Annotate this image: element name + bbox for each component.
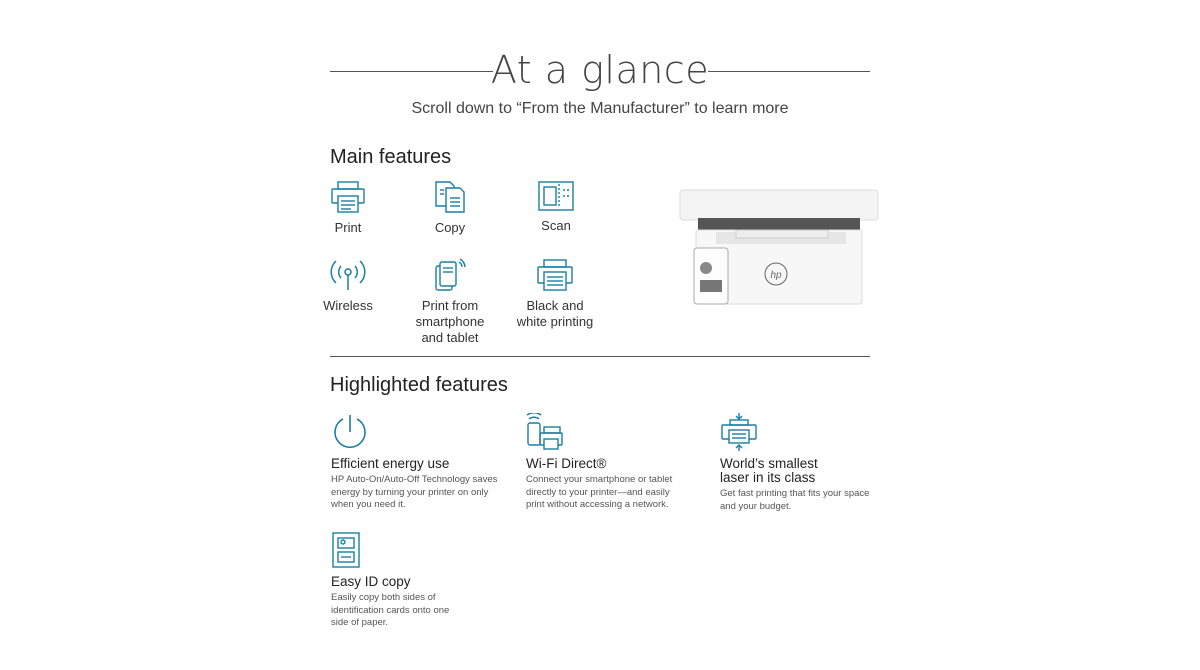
highlight-title: Wi-Fi Direct® bbox=[526, 456, 607, 471]
highlight-title: Easy ID copy bbox=[331, 574, 411, 589]
wifi-direct-icon bbox=[526, 413, 564, 451]
highlight-description: Connect your smartphone or tablet directly to your printer—and easily print without accessing a network. bbox=[526, 474, 673, 510]
highlight-smallest-laser bbox=[720, 413, 875, 513]
printer-product-image bbox=[676, 182, 886, 312]
title-row bbox=[330, 48, 870, 94]
highlight-wifi-direct bbox=[526, 413, 686, 512]
id-card-icon bbox=[331, 531, 361, 569]
feature-label: Wireless bbox=[323, 298, 373, 313]
page-title: At a glance bbox=[490, 48, 710, 92]
feature-label: Scan bbox=[541, 218, 571, 233]
section-divider bbox=[330, 356, 870, 357]
highlight-id-copy bbox=[331, 531, 451, 630]
highlight-description: Get fast printing that fits your space and your budget. bbox=[720, 488, 870, 512]
feature-wireless bbox=[312, 258, 384, 314]
bw-printer-icon bbox=[536, 258, 574, 292]
mobile-print-icon bbox=[432, 258, 468, 292]
highlight-energy bbox=[331, 413, 506, 512]
compact-printer-icon bbox=[720, 413, 758, 451]
highlight-description: HP Auto-On/Auto-Off Technology saves energy by turning your printer on only when you need it. bbox=[331, 474, 498, 510]
power-icon bbox=[331, 413, 369, 451]
wireless-icon bbox=[328, 258, 368, 292]
feature-label: Print bbox=[334, 220, 362, 235]
printer-illustration bbox=[676, 182, 886, 312]
page-subtitle: Scroll down to “From the Manufacturer” to learn more bbox=[411, 100, 789, 117]
feature-label: Black and white printing bbox=[516, 298, 594, 329]
highlight-title: Efficient energy use bbox=[331, 456, 450, 471]
feature-scan bbox=[526, 180, 586, 234]
feature-mobile-print bbox=[412, 258, 488, 346]
print-icon bbox=[330, 180, 366, 214]
svg-text:hp: hp bbox=[770, 270, 782, 281]
highlight-title: World’s smallest laser in its class bbox=[720, 456, 818, 485]
copy-icon bbox=[432, 180, 468, 214]
feature-label: Print from smartphone and tablet bbox=[415, 298, 485, 345]
feature-bw-printing bbox=[512, 258, 598, 330]
title-rule-right bbox=[708, 71, 870, 72]
feature-copy bbox=[420, 180, 480, 236]
main-features-heading: Main features bbox=[330, 146, 452, 168]
highlighted-features-heading: Highlighted features bbox=[330, 374, 508, 396]
highlight-description: Easily copy both sides of identification cards onto one side of paper. bbox=[331, 592, 450, 628]
feature-print bbox=[318, 180, 378, 236]
feature-label: Copy bbox=[434, 220, 466, 235]
scan-icon bbox=[537, 180, 575, 212]
